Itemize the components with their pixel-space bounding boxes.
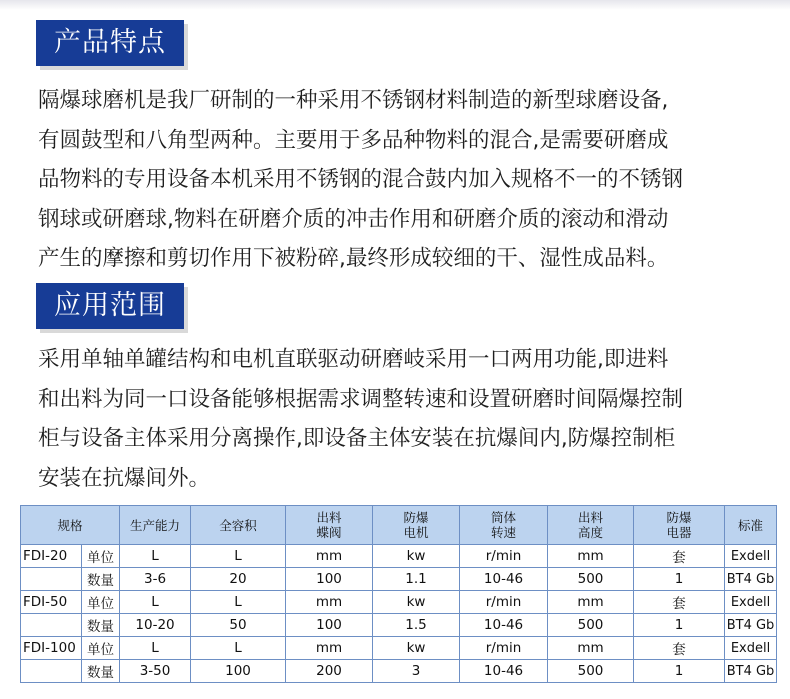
header-elec — [634, 506, 725, 545]
header-height-line2: 高度 — [578, 525, 604, 540]
cell-standard: Exdell — [725, 545, 777, 568]
cell-motor: 1.5 — [373, 614, 460, 637]
header-motor-line2: 电机 — [403, 525, 429, 540]
header-height-line1: 出料 — [578, 510, 604, 525]
cell-height: mm — [548, 591, 634, 614]
model-cell-empty — [21, 660, 82, 683]
cell-height: 500 — [548, 614, 634, 637]
model-cell: FDI-100 — [21, 637, 82, 660]
top-shadow — [0, 0, 790, 10]
table-row — [21, 614, 777, 637]
header-speed — [460, 506, 548, 545]
cell-speed: r/min — [460, 591, 548, 614]
header-elec-line2: 电器 — [666, 525, 692, 540]
cell-standard: BT4 Gb — [725, 568, 777, 591]
cell-volume: 50 — [191, 614, 286, 637]
cell-capacity: 3-50 — [120, 660, 191, 683]
cell-valve: mm — [286, 591, 373, 614]
cell-capacity: L — [120, 637, 191, 660]
application-heading: 应用范围 — [36, 283, 184, 329]
cell-height: mm — [548, 637, 634, 660]
row-label: 单位 — [82, 545, 120, 568]
row-label: 数量 — [82, 660, 120, 683]
features-line: 钢球或研磨球,物料在研磨介质的冲击作用和研磨介质的滚动和滑动 — [38, 206, 669, 232]
model-cell-empty — [21, 614, 82, 637]
application-line: 柜与设备主体采用分离操作,即设备主体安装在抗爆间内,防爆控制柜 — [38, 426, 676, 451]
cell-speed: 10-46 — [460, 614, 548, 637]
cell-motor: kw — [373, 591, 460, 614]
cell-standard: Exdell — [725, 637, 777, 660]
header-capacity: 生产能力 — [120, 506, 191, 545]
header-speed-line1: 筒体 — [491, 510, 517, 525]
header-valve — [286, 506, 373, 545]
cell-valve: 200 — [286, 660, 373, 683]
cell-elec: 套 — [634, 545, 725, 568]
cell-height: 500 — [548, 568, 634, 591]
cell-volume: L — [191, 591, 286, 614]
spec-table — [20, 505, 777, 683]
cell-motor: kw — [373, 545, 460, 568]
cell-volume: 100 — [191, 660, 286, 683]
row-label: 单位 — [82, 637, 120, 660]
cell-height: mm — [548, 545, 634, 568]
table-header-row — [21, 506, 777, 545]
features-line: 有圆鼓型和八角型两种。主要用于多品种物料的混合,是需要研磨成 — [38, 127, 669, 153]
features-paragraph — [38, 81, 768, 279]
cell-motor: kw — [373, 637, 460, 660]
row-label: 单位 — [82, 591, 120, 614]
cell-standard: BT4 Gb — [725, 614, 777, 637]
cell-height: 500 — [548, 660, 634, 683]
header-standard: 标准 — [725, 506, 777, 545]
application-line: 采用单轴单罐结构和电机直联驱动研磨岐采用一口两用功能,即进料 — [38, 347, 669, 372]
table-row — [21, 591, 777, 614]
cell-speed: 10-46 — [460, 568, 548, 591]
cell-capacity: L — [120, 545, 191, 568]
cell-capacity: 3-6 — [120, 568, 191, 591]
cell-elec: 1 — [634, 660, 725, 683]
cell-valve: mm — [286, 545, 373, 568]
cell-elec: 套 — [634, 591, 725, 614]
header-motor-line1: 防爆 — [403, 510, 429, 525]
table-row — [21, 568, 777, 591]
features-line: 隔爆球磨机是我厂研制的一种采用不锈钢材料制造的新型球磨设备, — [38, 88, 669, 113]
cell-elec: 1 — [634, 614, 725, 637]
cell-volume: L — [191, 545, 286, 568]
cell-motor: 1.1 — [373, 568, 460, 591]
cell-speed: r/min — [460, 637, 548, 660]
header-motor — [373, 506, 460, 545]
features-heading: 产品特点 — [36, 20, 184, 66]
model-cell: FDI-50 — [21, 591, 82, 614]
header-valve-line1: 出料 — [316, 510, 342, 525]
cell-volume: L — [191, 637, 286, 660]
header-spec: 规格 — [21, 506, 120, 545]
cell-valve: 100 — [286, 614, 373, 637]
cell-valve: mm — [286, 637, 373, 660]
model-cell-empty — [21, 568, 82, 591]
cell-capacity: 10-20 — [120, 614, 191, 637]
header-height — [548, 506, 634, 545]
application-paragraph — [38, 340, 768, 498]
table-row — [21, 660, 777, 683]
header-speed-line2: 转速 — [491, 525, 517, 540]
application-line: 安装在抗爆间外。 — [38, 465, 211, 491]
cell-speed: 10-46 — [460, 660, 548, 683]
cell-speed: r/min — [460, 545, 548, 568]
row-label: 数量 — [82, 614, 120, 637]
cell-elec: 1 — [634, 568, 725, 591]
cell-valve: 100 — [286, 568, 373, 591]
table-row — [21, 637, 777, 660]
header-elec-line1: 防爆 — [666, 510, 692, 525]
header-volume: 全容积 — [191, 506, 286, 545]
cell-standard: BT4 Gb — [725, 660, 777, 683]
row-label: 数量 — [82, 568, 120, 591]
cell-capacity: L — [120, 591, 191, 614]
cell-standard: Exdell — [725, 591, 777, 614]
cell-elec: 套 — [634, 637, 725, 660]
cell-volume: 20 — [191, 568, 286, 591]
features-line: 产生的摩擦和剪切作用下被粉碎,最终形成较细的干、湿性成品料。 — [38, 246, 669, 271]
table-row — [21, 545, 777, 568]
header-valve-line2: 蝶阀 — [316, 525, 342, 540]
model-cell: FDI-20 — [21, 545, 82, 568]
features-line: 品物料的专用设备本机采用不锈钢的混合鼓内加入规格不一的不锈钢 — [38, 167, 684, 192]
application-line: 和出料为同一口设备能够根据需求调整转速和设置研磨时间隔爆控制 — [38, 386, 684, 412]
cell-motor: 3 — [373, 660, 460, 683]
